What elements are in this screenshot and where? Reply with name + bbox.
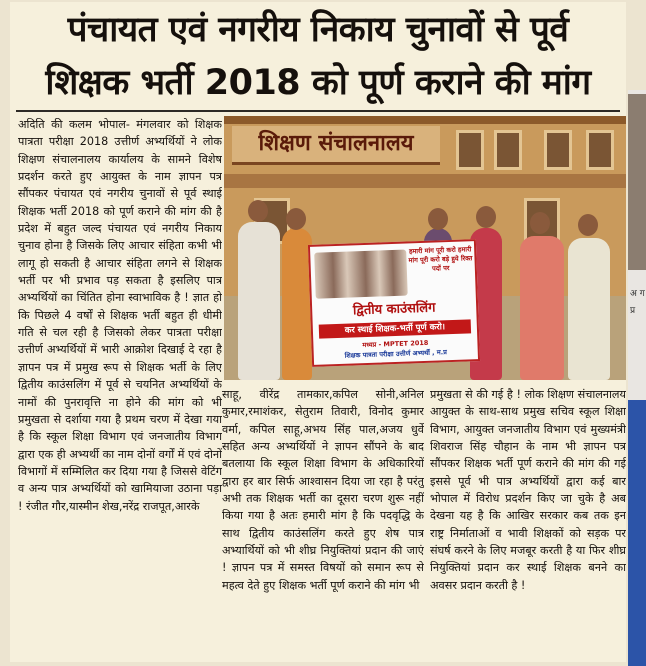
building-roof	[224, 116, 626, 124]
window	[544, 130, 572, 170]
article-column-2: साहू, वीरेंद्र तामकार,कपिल सोनी,अनिल कुमार,रमाशंकर, सेतुराम तिवारी, विनोद कुमार वर्मा, कपिल साहू,अभय सिंह पाल,अजय धुर्वे सहित अन्य अभ्यर्थियों ने ज्ञापन सौंपने के बाद बतलाया कि स्कूल शिक्षा विभाग के अधिकारियों द्वारा हर बार सिर्फ आश्वासन दिया जा रहा है परंतु अभी तक शिक्षक भर्ती का दूसरा चरण शुरू नहीं किया गया है अतः हमारी मांग है कि पदवृद्धि के साथ द्वितीय काउंसलिंग करते हुए शेष पात्र अभ्यार्थियों को भी शीघ्र नियुक्तियां प्रदान की जाएं ! ज्ञापन पत्र में समस्त विषयों को समान रूप से महत्व देते हुए शिक्षक भर्ती पूर्ण कराने की मांग भी	[222, 388, 424, 592]
protester	[568, 238, 610, 380]
banner-subtitle: कर स्थाई शिक्षक-भर्ती पूर्ण करो।	[319, 319, 471, 338]
protester	[238, 222, 280, 380]
protester-head	[286, 208, 306, 230]
awning	[224, 174, 626, 188]
window	[456, 130, 484, 170]
protester-head	[476, 206, 496, 228]
protest-photo	[224, 116, 626, 380]
protester	[520, 236, 564, 380]
adjacent-photo	[628, 94, 646, 270]
adjacent-text: अ ग प्र	[630, 289, 645, 316]
banner-portraits	[314, 250, 408, 299]
banner-footer-2: शिक्षक पात्रता परीक्षा उत्तीर्ण अभ्यर्थी , म.प्र	[344, 348, 448, 360]
protester-head	[428, 208, 448, 230]
protester-head	[530, 212, 550, 234]
window	[586, 130, 614, 170]
banner-slogan: हमारी मांग पूरी करो हमारी मांग पूरी करो बड़े हुये रिक्त पदों पर	[408, 245, 473, 273]
headline-rule	[16, 110, 620, 112]
window	[494, 130, 522, 170]
article-column-1: अदिति की कलम भोपाल- मंगलवार को शिक्षक पात्रता परीक्षा 2018 उत्तीर्ण अभ्यर्थियों ने लोक शिक्षण संचालनालय कार्यालय के सामने विशेष प्रदर्शन करते हुए आयुक्त के नाम ज्ञापन पत्र सौंपकर पंचायत एवं नगरीय चुनावों से पूर्व स्थाई शिक्षक भर्ती 2018 को पूर्ण कराने की मांग की है प्रदेश में बहुत जल्द पंचायत एवं नगरीय निकाय चुनाव होना है जिसके लिए आचार संहिता कभी भी लागू हो सकती है आचार संहिता लगने से शिक्षक भर्ती पर भी प्रभाव पड़ सकता है इसलिए पात्र अभ्यर्थियों का चिंतित होना स्वाभाविक है ! ज्ञात हो कि पिछले 4 वर्षों से शिक्षक भर्ती बहुत ही धीमी गति से चल रही है जिसको लेकर पात्रता परीक्षा उत्तीर्ण अभ्यर्थियों में भारी आक्रोश दिखाई दे रहा है ज्ञापन पत्र में प्रमुख रूप से शिक्षक भर्ती के लिए द्वितीय काउंसलिंग में पूर्व से चयनित अभ्यर्थियों के नामों की पुनरावृत्ति ना होने की मांग को भी प्रमुखता से दर्शाया गया है प्रथम चरण में देखा गया है कि स्कूल शिक्षा विभाग एवं जनजातीय विभाग द्वारा एक ही अभ्यर्थी का नाम दोनों वर्गों में एवं दोनों विभागों में सम्मिलित कर दिया गया है जिससे वेटिंग व अन्य पात्र अभ्यर्थियों को खामियाजा उठाना पड़ा ! रंजीत गौर,यास्मीन शेख,नरेंद्र राजपूत,आरके	[18, 118, 222, 513]
protester-head	[248, 200, 268, 222]
banner-title: द्वितीय काउंसलिंग	[352, 300, 436, 319]
building-sign: शिक्षण संचालनालय	[232, 126, 440, 165]
headline	[10, 2, 626, 114]
newspaper-clipping	[10, 2, 626, 662]
headline-line-2: शिक्षक भर्ती 2018 को पूर्ण कराने की मांग	[45, 63, 591, 103]
adjacent-clipping-edge	[628, 90, 646, 666]
adjacent-ad	[628, 400, 646, 666]
article-column-3: प्रमुखता से की गई है ! लोक शिक्षण संचालनालय आयुक्त के साथ-साथ प्रमुख सचिव स्कूल शिक्षा विभाग, आयुक्त जनजातीय विभाग एवं मुख्यमंत्री शिवराज सिंह चौहान के नाम भी ज्ञापन पत्र सौंपकर शिक्षक भर्ती पूर्ण कराने की मांग की गई इससे पूर्व भी पात्र अभ्यर्थियों द्वारा कई बार भोपाल में विरोध प्रदर्शन किए जा चुके है अब देखना यह है कि आखिर सरकार कब तक इन राष्ट्र निर्माताओं व भावी शिक्षकों को सड़क पर संघर्ष करने के लिए मजबूर करती है या फिर शीघ्र नियुक्तियां प्रदान कर स्थाई शिक्षक बनने का अवसर प्रदान करती है !	[430, 388, 626, 592]
headline-line-1: पंचायत एवं नगरीय निकाय चुनावों से पूर्व	[67, 10, 569, 50]
protest-banner	[308, 239, 480, 367]
banner-footer-1: मध्यप्र - MPTET 2018	[362, 338, 429, 350]
protester-head	[578, 214, 598, 236]
